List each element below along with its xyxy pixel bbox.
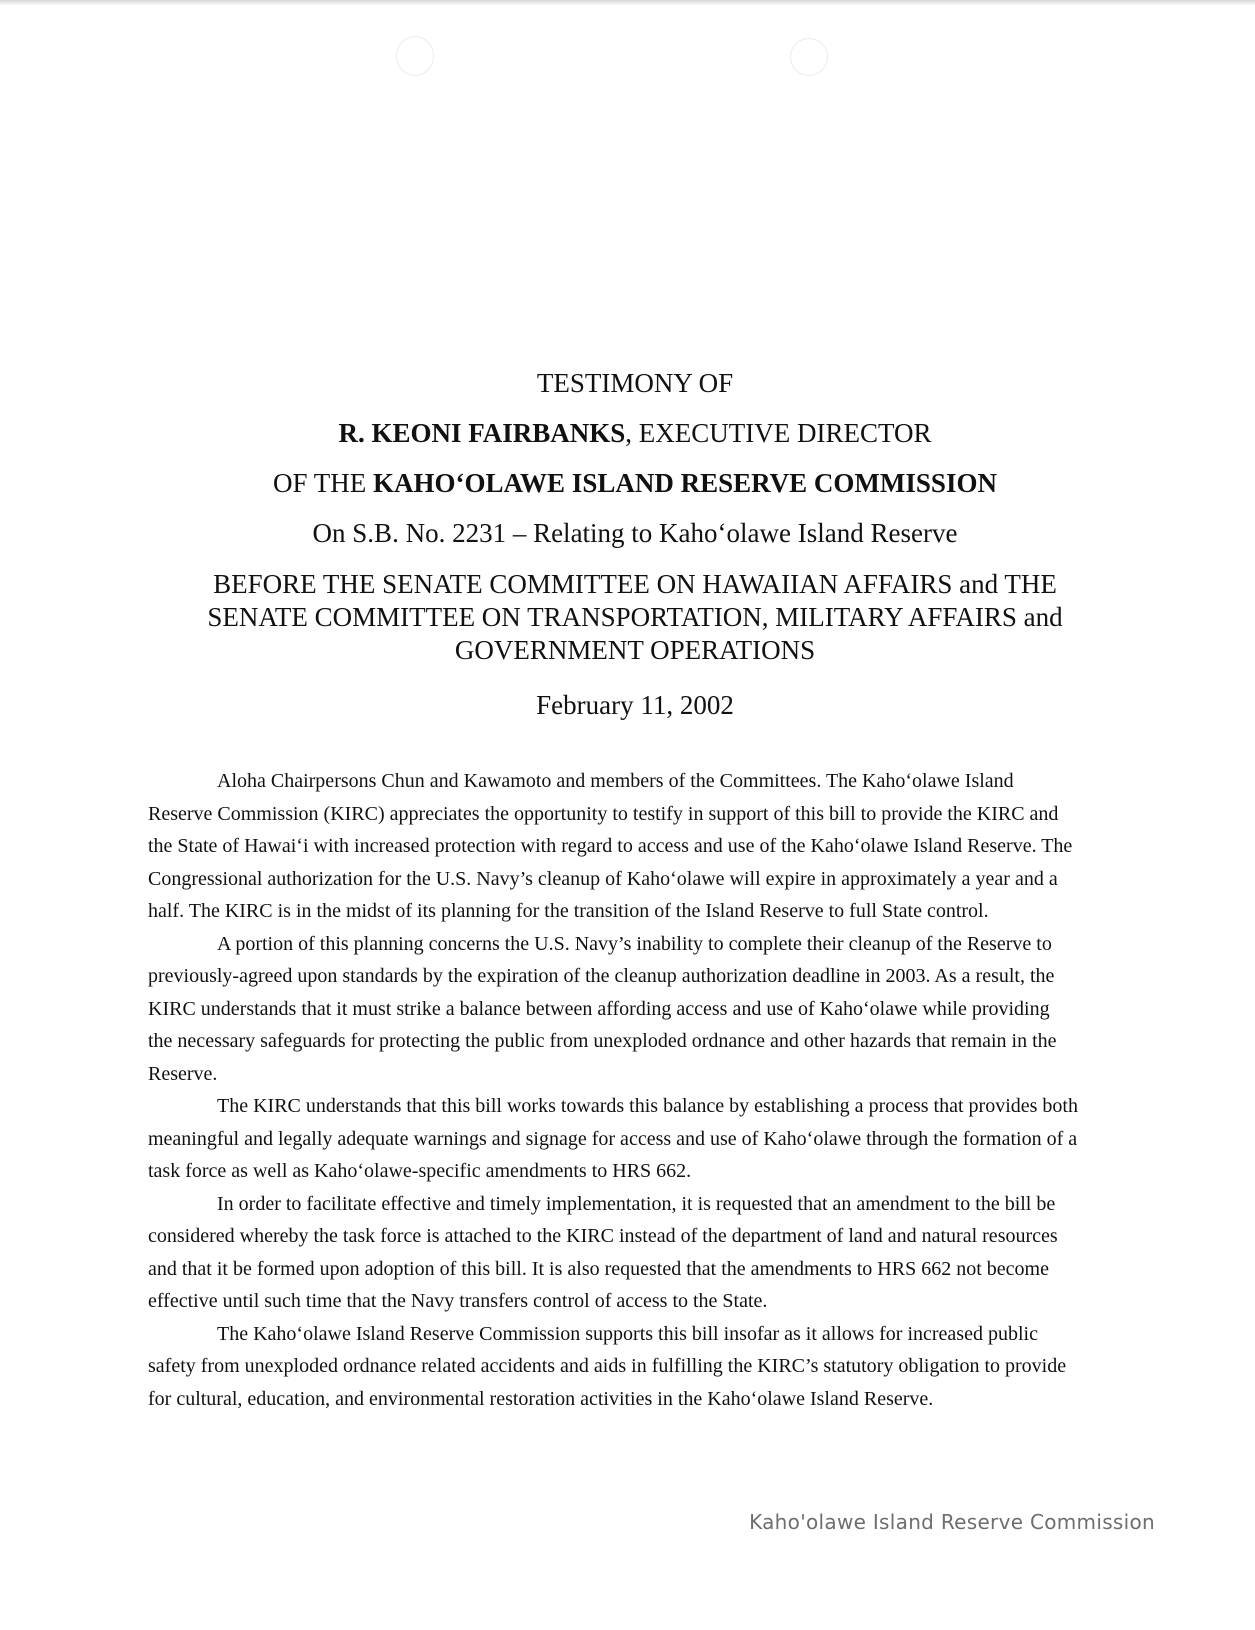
bill-line: On S.B. No. 2231 – Relating to Kaho‘olawe Island Reserve (312, 518, 958, 548)
commission-prefix: OF THE (273, 468, 374, 498)
committee-block (100, 568, 1170, 667)
testifier-line (100, 418, 1170, 448)
committee-line: SENATE COMMITTEE ON TRANSPORTATION, MILITARY AFFAIRS and (207, 602, 1063, 632)
body-paragraph: A portion of this planning concerns the U.S. Navy’s inability to complete their cleanup of the Reserve to previously-agreed upon standards by the expiration of the cleanup authorization deadline in 2003. As a result, the KIRC understands that it must strike a balance between affording access and use of Kaho‘olawe while providing the necessary safeguards for protecting the public from unexploded ordnance and other hazards that remain in the Reserve. (148, 932, 1057, 1085)
body-paragraph: In order to facilitate effective and timely implementation, it is requested that an amendment to the bill be considered whereby the task force is attached to the KIRC instead of the department of land and natural resources and that it be formed upon adoption of this bill. It is also requested that the amendments to HRS 662 not become effective until such time that the Navy transfers control of access to the State. (148, 1192, 1058, 1312)
scan-artifact-circle (396, 36, 434, 76)
testimony-date: February 11, 2002 (536, 690, 734, 720)
body-paragraph: The Kaho‘olawe Island Reserve Commission supports this bill insofar as it allows for increased public safety from unexploded ordnance related accidents and aids in fulfilling the KIRC’s statutory obligation to provide for cultural, education, and environmental restoration activities in the Kaho‘olawe Island Reserve. (148, 1322, 1067, 1410)
committee-line: GOVERNMENT OPERATIONS (454, 635, 816, 665)
footer-credit: Kaho'olawe Island Reserve Commission (749, 1510, 1155, 1534)
scan-artifact-circle (790, 38, 828, 76)
commission-line (100, 468, 1170, 498)
body-paragraph: Aloha Chairpersons Chun and Kawamoto and members of the Committees. The Kaho‘olawe Island Reserve Commission (KIRC) appreciates the opportunity to testify in support of this bill to provide the KIRC and the State of Hawai‘i with increased protection with regard to access and use of the Kaho‘olawe Island Reserve. The Congressional authorization for the U.S. Navy’s cleanup of Kaho‘olawe will expire in approximately a year and a half. The KIRC is in the midst of its planning for the transition of the Island Reserve to full State control. (148, 770, 1073, 922)
testimony-body (148, 765, 1078, 1415)
testifier-title: , EXECUTIVE DIRECTOR (625, 418, 932, 448)
commission-name: KAHO‘OLAWE ISLAND RESERVE COMMISSION (373, 468, 997, 498)
scan-edge-shadow (0, 0, 1255, 6)
body-paragraph: The KIRC understands that this bill works towards this balance by establishing a process that provides both meaningful and legally adequate warnings and signage for access and use of Kaho‘olawe through the formation of a task force as well as Kaho‘olawe-specific amendments to HRS 662. (148, 1095, 1078, 1182)
title-line: TESTIMONY OF (536, 368, 734, 398)
testifier-name: R. KEONI FAIRBANKS (338, 418, 626, 448)
committee-line: BEFORE THE SENATE COMMITTEE ON HAWAIIAN AFFAIRS and THE (213, 569, 1057, 599)
